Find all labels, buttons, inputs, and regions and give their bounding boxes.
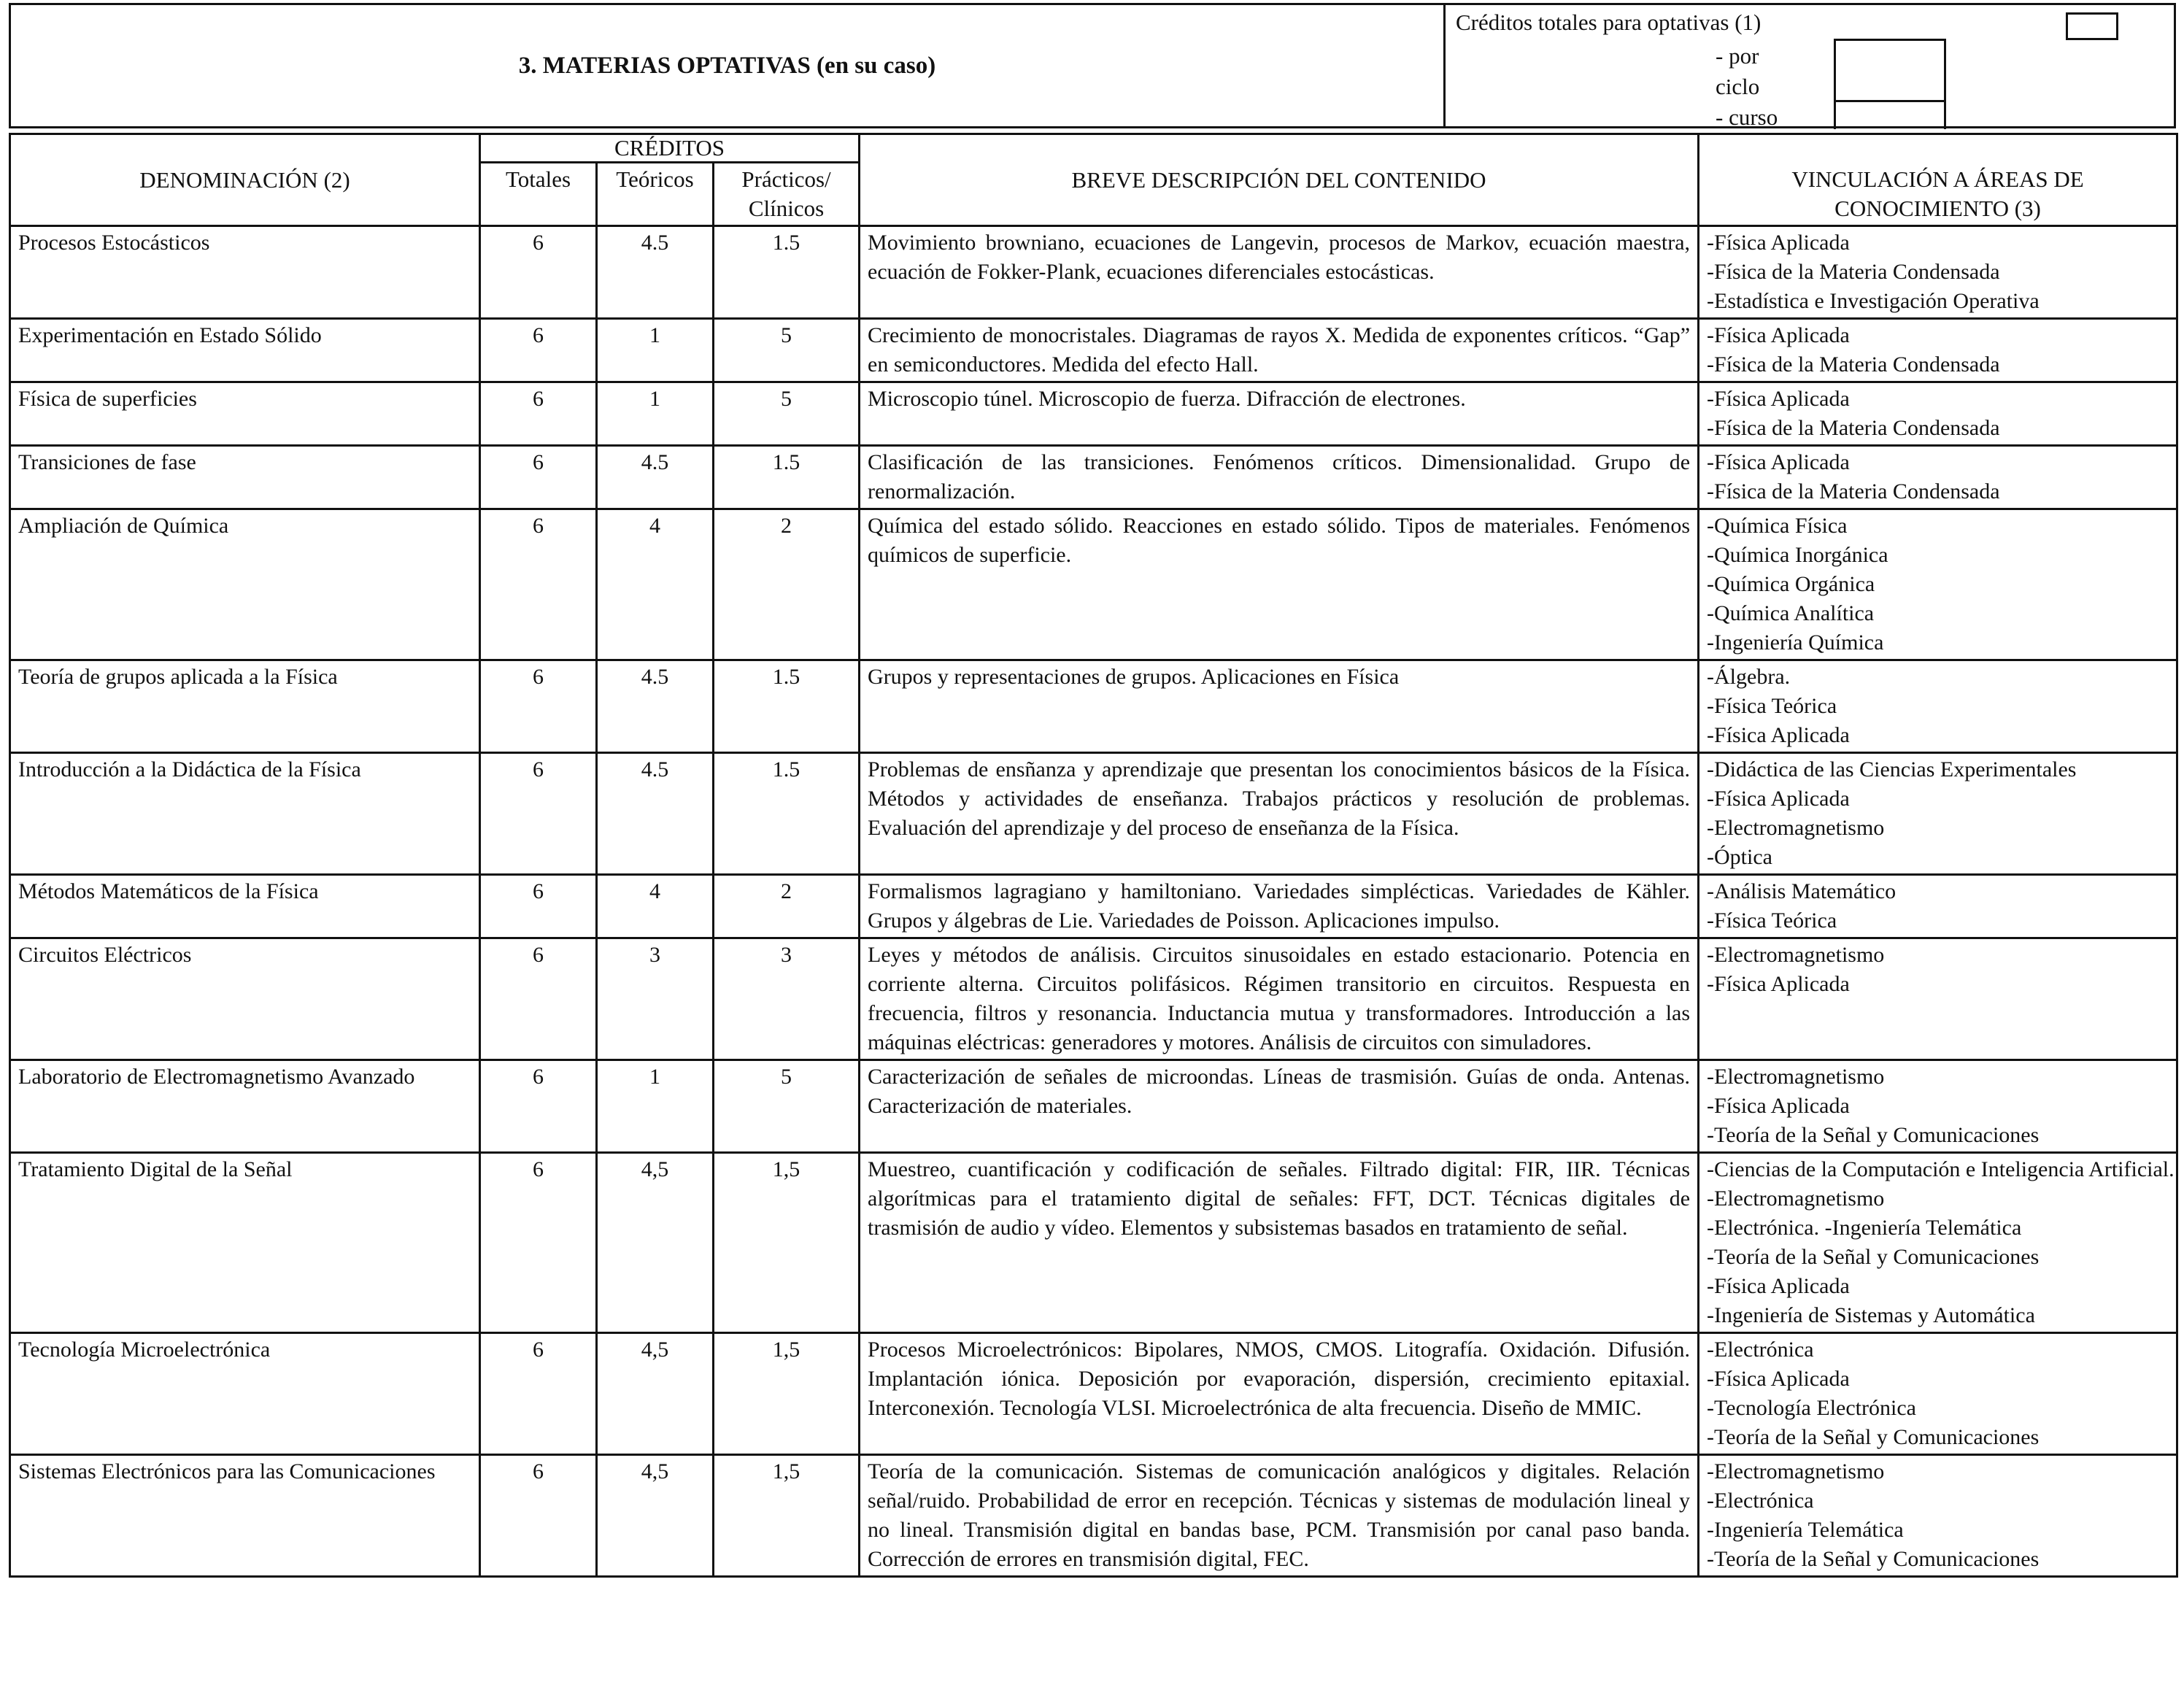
table-row bbox=[10, 753, 2177, 875]
table-row bbox=[10, 319, 2177, 382]
knowledge-area-item: -Teoría de la Señal y Comunicaciones bbox=[1707, 1425, 2040, 1449]
credits-teoricos: 4,5 bbox=[597, 1333, 714, 1455]
knowledge-areas bbox=[1699, 1060, 2177, 1153]
column-header-creditos: CRÉDITOS bbox=[480, 134, 860, 163]
credits-totales: 6 bbox=[480, 382, 597, 446]
knowledge-area-item: -Física Aplicada bbox=[1707, 1274, 1850, 1298]
knowledge-area-item: -Física Aplicada bbox=[1707, 1367, 1850, 1391]
credits-teoricos: 1 bbox=[597, 382, 714, 446]
subject-name: Sistemas Electrónicos para las Comunicaciones bbox=[10, 1455, 480, 1577]
column-header-totales: Totales bbox=[480, 163, 597, 226]
credits-totales: 6 bbox=[480, 875, 597, 938]
knowledge-area-item: -Ingeniería Telemática bbox=[1707, 1518, 1904, 1542]
content-description: Formalismos lagragiano y hamiltoniano. Variedades simplécticas. Variedades de Kähler. Grupos y álgebras de Lie. Variedades de Poisson. Aplicaciones impulso. bbox=[860, 875, 1699, 938]
credits-summary bbox=[1446, 5, 2174, 130]
credits-teoricos: 4.5 bbox=[597, 753, 714, 875]
table-row bbox=[10, 1153, 2177, 1333]
knowledge-areas bbox=[1699, 226, 2177, 319]
subject-name: Procesos Estocásticos bbox=[10, 226, 480, 319]
knowledge-area-item: -Física de la Materia Condensada bbox=[1707, 352, 2000, 377]
credits-practicos: 1,5 bbox=[714, 1153, 860, 1333]
knowledge-area-item: -Química Inorgánica bbox=[1707, 543, 1888, 567]
content-description: Química del estado sólido. Reacciones en estado sólido. Tipos de materiales. Fenómenos químicos de superficie. bbox=[860, 509, 1699, 660]
knowledge-area-item: -Física Aplicada bbox=[1707, 1094, 1850, 1118]
table-row bbox=[10, 1060, 2177, 1153]
knowledge-areas bbox=[1699, 1153, 2177, 1333]
knowledge-area-item: -Física Aplicada bbox=[1707, 972, 1850, 996]
subject-name: Física de superficies bbox=[10, 382, 480, 446]
knowledge-area-item: -Análisis Matemático bbox=[1707, 879, 1896, 903]
subject-name: Transiciones de fase bbox=[10, 446, 480, 509]
content-description: Grupos y representaciones de grupos. Aplicaciones en Física bbox=[860, 660, 1699, 753]
knowledge-area-item: -Electrónica bbox=[1707, 1489, 1814, 1513]
knowledge-area-item: -Álgebra. bbox=[1707, 665, 1791, 689]
ciclo-label: ciclo bbox=[1716, 74, 1760, 99]
curso-credits-box bbox=[1834, 100, 1946, 129]
knowledge-areas bbox=[1699, 1455, 2177, 1577]
por-label: - por bbox=[1716, 43, 1759, 69]
knowledge-area-item: -Ingeniería Química bbox=[1707, 630, 1884, 655]
credits-practicos: 1,5 bbox=[714, 1455, 860, 1577]
credits-practicos: 5 bbox=[714, 1060, 860, 1153]
knowledge-area-item: -Teoría de la Señal y Comunicaciones bbox=[1707, 1245, 2040, 1269]
content-description: Problemas de ensñanza y aprendizaje que presentan los conocimientos básicos de la Física. Métodos y actividades de enseñanza. Trabajos prácticos y resolución de problemas. Evaluación del aprendizaje y del proceso de enseñanza de la Física. bbox=[860, 753, 1699, 875]
subject-name: Tecnología Microelectrónica bbox=[10, 1333, 480, 1455]
document-page bbox=[9, 3, 2176, 1692]
credits-practicos: 1.5 bbox=[714, 660, 860, 753]
subject-name: Ampliación de Química bbox=[10, 509, 480, 660]
credits-teoricos: 4.5 bbox=[597, 446, 714, 509]
knowledge-area-item: -Electrónica bbox=[1707, 1338, 1814, 1362]
section-title: 3. MATERIAS OPTATIVAS (en su caso) bbox=[11, 5, 1446, 126]
credits-teoricos: 4.5 bbox=[597, 226, 714, 319]
knowledge-area-item: -Física de la Materia Condensada bbox=[1707, 416, 2000, 440]
knowledge-area-item: -Óptica bbox=[1707, 845, 1772, 869]
subject-name: Tratamiento Digital de la Señal bbox=[10, 1153, 480, 1333]
total-credits-label: Créditos totales para optativas (1) bbox=[1456, 9, 1762, 35]
credits-teoricos: 1 bbox=[597, 319, 714, 382]
column-header-denominacion: DENOMINACIÓN (2) bbox=[10, 134, 480, 226]
knowledge-area-item: -Física Aplicada bbox=[1707, 387, 1850, 411]
content-description: Microscopio túnel. Microscopio de fuerza. Difracción de electrones. bbox=[860, 382, 1699, 446]
credits-practicos: 5 bbox=[714, 382, 860, 446]
subject-name: Experimentación en Estado Sólido bbox=[10, 319, 480, 382]
knowledge-area-item: -Electromagnetismo bbox=[1707, 816, 1885, 840]
knowledge-area-item: -Química Física bbox=[1707, 514, 1848, 538]
credits-teoricos: 4.5 bbox=[597, 660, 714, 753]
knowledge-area-item: -Ingeniería de Sistemas y Automática bbox=[1707, 1303, 2035, 1327]
table-row bbox=[10, 660, 2177, 753]
content-description: Muestreo, cuantificación y codificación de señales. Filtrado digital: FIR, IIR. Técnicas algorítmicas para el tratamiento digital de señales: FFT, DCT. Técnicas digitales de trasmisión de audio y vídeo. Elementos y subsistemas basados en tratamiento de señal. bbox=[860, 1153, 1699, 1333]
knowledge-area-item: -Física Aplicada bbox=[1707, 787, 1850, 811]
credits-practicos: 1.5 bbox=[714, 446, 860, 509]
knowledge-area-item: -Ciencias de la Computación e Inteligencia Artificial. bbox=[1707, 1157, 2175, 1181]
credits-practicos: 1,5 bbox=[714, 1333, 860, 1455]
credits-practicos: 1.5 bbox=[714, 753, 860, 875]
credits-totales: 6 bbox=[480, 1153, 597, 1333]
knowledge-area-item: -Electromagnetismo bbox=[1707, 943, 1885, 967]
knowledge-areas bbox=[1699, 938, 2177, 1060]
credits-totales: 6 bbox=[480, 226, 597, 319]
credits-totales: 6 bbox=[480, 319, 597, 382]
subject-name: Circuitos Eléctricos bbox=[10, 938, 480, 1060]
ciclo-credits-box bbox=[1834, 39, 1946, 102]
subject-name: Laboratorio de Electromagnetismo Avanzado bbox=[10, 1060, 480, 1153]
optional-subjects-table bbox=[9, 133, 2178, 1578]
subject-name: Introducción a la Didáctica de la Física bbox=[10, 753, 480, 875]
table-header-row bbox=[10, 134, 2177, 163]
knowledge-area-item: -Tecnología Electrónica bbox=[1707, 1396, 1916, 1420]
knowledge-areas bbox=[1699, 1333, 2177, 1455]
knowledge-areas bbox=[1699, 753, 2177, 875]
knowledge-area-item: -Física de la Materia Condensada bbox=[1707, 260, 2000, 284]
knowledge-area-item: -Química Orgánica bbox=[1707, 572, 1875, 596]
knowledge-area-item: -Didáctica de las Ciencias Experimentales bbox=[1707, 757, 2077, 782]
content-description: Crecimiento de monocristales. Diagramas de rayos X. Medida de exponentes críticos. “Gap” en semiconductores. Medida del efecto Hall. bbox=[860, 319, 1699, 382]
section-header bbox=[9, 3, 2176, 128]
credits-teoricos: 1 bbox=[597, 1060, 714, 1153]
knowledge-areas bbox=[1699, 660, 2177, 753]
table-row bbox=[10, 446, 2177, 509]
table-row bbox=[10, 382, 2177, 446]
column-header-vinculacion: VINCULACIÓN A ÁREAS DE CONOCIMIENTO (3) bbox=[1699, 134, 2177, 226]
subject-name: Métodos Matemáticos de la Física bbox=[10, 875, 480, 938]
content-description: Procesos Microelectrónicos: Bipolares, NMOS, CMOS. Litografía. Oxidación. Difusión. Implantación iónica. Deposición por evaporación, dispersión, crecimiento epitaxial. Interconexión. Tecnología VLSI. Microelectrónica de alta frecuencia. Diseño de MMIC. bbox=[860, 1333, 1699, 1455]
credits-totales: 6 bbox=[480, 660, 597, 753]
knowledge-areas bbox=[1699, 509, 2177, 660]
knowledge-area-item: -Física Teórica bbox=[1707, 694, 1837, 718]
credits-practicos: 3 bbox=[714, 938, 860, 1060]
knowledge-area-item: -Electromagnetismo bbox=[1707, 1186, 1885, 1211]
credits-practicos: 5 bbox=[714, 319, 860, 382]
credits-practicos: 2 bbox=[714, 875, 860, 938]
credits-totales: 6 bbox=[480, 1455, 597, 1577]
table-row bbox=[10, 226, 2177, 319]
knowledge-area-item: -Electromagnetismo bbox=[1707, 1065, 1885, 1089]
table-row bbox=[10, 1455, 2177, 1577]
credits-totales: 6 bbox=[480, 753, 597, 875]
content-description: Caracterización de señales de microondas. Líneas de trasmisión. Guías de onda. Antenas. Caracterización de materiales. bbox=[860, 1060, 1699, 1153]
knowledge-area-item: -Física Aplicada bbox=[1707, 450, 1850, 474]
credits-practicos: 1.5 bbox=[714, 226, 860, 319]
total-credits-box bbox=[2066, 12, 2118, 40]
credits-totales: 6 bbox=[480, 938, 597, 1060]
credits-teoricos: 4,5 bbox=[597, 1455, 714, 1577]
subject-name: Teoría de grupos aplicada a la Física bbox=[10, 660, 480, 753]
credits-teoricos: 4 bbox=[597, 509, 714, 660]
knowledge-area-item: -Electromagnetismo bbox=[1707, 1459, 1885, 1483]
knowledge-area-item: -Física de la Materia Condensada bbox=[1707, 479, 2000, 503]
credits-totales: 6 bbox=[480, 509, 597, 660]
knowledge-area-item: -Física Aplicada bbox=[1707, 323, 1850, 347]
column-header-descripcion: BREVE DESCRIPCIÓN DEL CONTENIDO bbox=[860, 134, 1699, 226]
column-header-teoricos: Teóricos bbox=[597, 163, 714, 226]
knowledge-areas bbox=[1699, 382, 2177, 446]
curso-label: - curso bbox=[1716, 104, 1778, 130]
knowledge-area-item: -Física Aplicada bbox=[1707, 723, 1850, 747]
credits-totales: 6 bbox=[480, 1333, 597, 1455]
knowledge-area-item: -Estadística e Investigación Operativa bbox=[1707, 289, 2040, 313]
credits-totales: 6 bbox=[480, 446, 597, 509]
column-header-practicos: Prácticos/ Clínicos bbox=[714, 163, 860, 226]
knowledge-areas bbox=[1699, 319, 2177, 382]
knowledge-area-item: -Física Teórica bbox=[1707, 908, 1837, 933]
table-row bbox=[10, 1333, 2177, 1455]
credits-teoricos: 3 bbox=[597, 938, 714, 1060]
content-description: Movimiento browniano, ecuaciones de Langevin, procesos de Markov, ecuación maestra, ecuación de Fokker-Plank, ecuaciones diferenciales estocásticas. bbox=[860, 226, 1699, 319]
credits-teoricos: 4 bbox=[597, 875, 714, 938]
content-description: Clasificación de las transiciones. Fenómenos críticos. Dimensionalidad. Grupo de renormalización. bbox=[860, 446, 1699, 509]
credits-teoricos: 4,5 bbox=[597, 1153, 714, 1333]
knowledge-area-item: -Teoría de la Señal y Comunicaciones bbox=[1707, 1547, 2040, 1571]
knowledge-areas bbox=[1699, 446, 2177, 509]
content-description: Leyes y métodos de análisis. Circuitos sinusoidales en estado estacionario. Potencia en corriente alterna. Circuitos polifásicos. Régimen transitorio en circuitos. Respuesta en frecuencia, filtros y resonancia. Inductancia mutua y transformadores. Introducción a las máquinas eléctricas: generadores y motores. Análisis de circuitos con simuladores. bbox=[860, 938, 1699, 1060]
table-body bbox=[10, 226, 2177, 1577]
credits-totales: 6 bbox=[480, 1060, 597, 1153]
content-description: Teoría de la comunicación. Sistemas de comunicación analógicos y digitales. Relación señal/ruido. Probabilidad de error en recepción. Técnicas y sistemas de modulación lineal y no lineal. Transmisión digital en bandas base, PCM. Transmisión por canal paso banda. Corrección de errores en transmisión digital, FEC. bbox=[860, 1455, 1699, 1577]
knowledge-area-item: -Electrónica. -Ingeniería Telemática bbox=[1707, 1216, 2022, 1240]
knowledge-area-item: -Física Aplicada bbox=[1707, 231, 1850, 255]
credits-practicos: 2 bbox=[714, 509, 860, 660]
table-row bbox=[10, 938, 2177, 1060]
table-row bbox=[10, 509, 2177, 660]
knowledge-area-item: -Química Analítica bbox=[1707, 601, 1875, 625]
knowledge-area-item: -Teoría de la Señal y Comunicaciones bbox=[1707, 1123, 2040, 1147]
knowledge-areas bbox=[1699, 875, 2177, 938]
table-row bbox=[10, 875, 2177, 938]
